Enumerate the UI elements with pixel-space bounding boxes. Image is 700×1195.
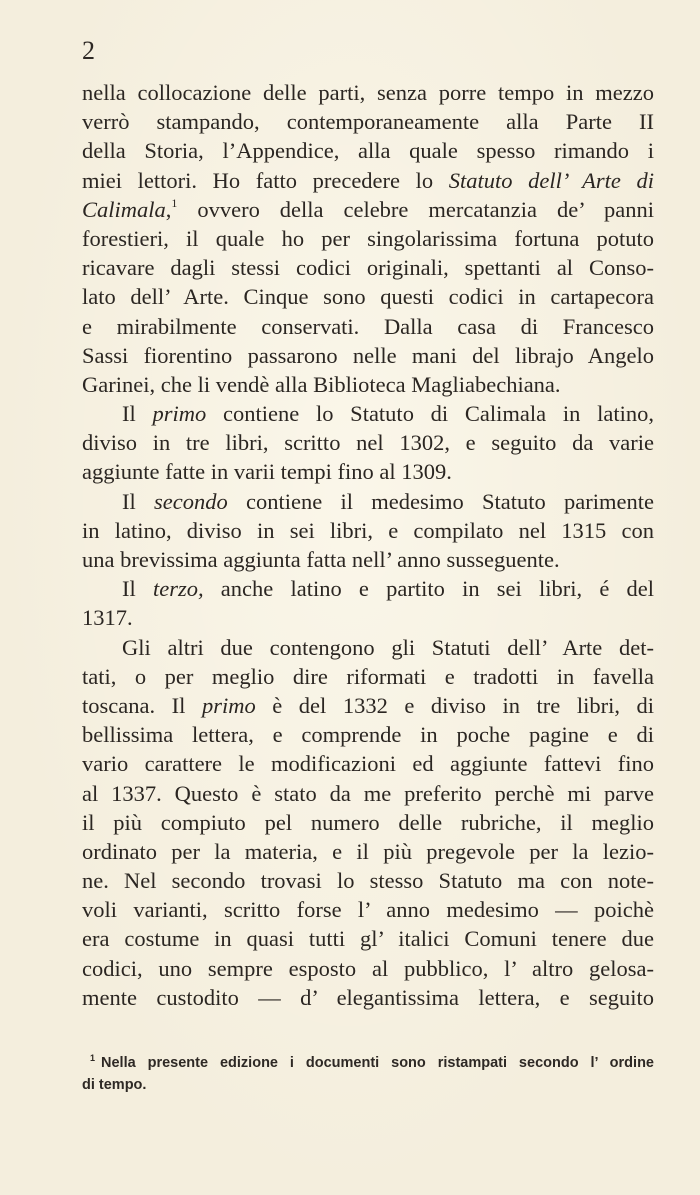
paragraph-3 xyxy=(82,487,654,575)
text-line: ne. Nel secondo trovasi lo stesso Statuto ma con note- xyxy=(82,868,654,894)
text-line: in latino, diviso in sei libri, e compilato nel 1315 con xyxy=(82,517,654,543)
italic-word: terzo, xyxy=(152,576,204,602)
text-line xyxy=(82,574,654,603)
text-run: contiene lo Statuto di Calimala in latino, xyxy=(206,401,654,427)
footnote-reference: 1 xyxy=(171,195,178,210)
text-line: bellissima lettera, e comprende in poche pagine e di xyxy=(82,722,654,748)
text-line: era costume in quasi tutti gl’ italici Comuni tenere due xyxy=(82,926,654,952)
text-line: voli varianti, scritto forse l’ anno medesimo — poichè xyxy=(82,897,654,923)
text-line: diviso in tre libri, scritto nel 1302, e seguito da varie xyxy=(82,430,654,456)
text-line: ricavare dagli stessi codici originali, spettanti al Conso- xyxy=(82,255,654,281)
text-run: anche latino e partito in sei libri, é del xyxy=(203,576,655,602)
italic-word: secondo xyxy=(154,488,228,514)
text-line: una brevissima aggiunta fatta nell’ anno susseguente. xyxy=(82,547,560,572)
text-line: e mirabilmente conservati. Dalla casa di Francesco xyxy=(82,313,654,339)
text-line: ordinato per la materia, e il più pregevole per la lezio- xyxy=(82,838,654,864)
text-line: forestieri, il quale ho per singolarissima fortuna potuto xyxy=(82,225,654,251)
text-line: lato dell’ Arte. Cinque sono questi codici in cartapecora xyxy=(82,284,654,310)
text-run: miei lettori. Ho fatto precedere lo xyxy=(82,167,449,193)
paragraph-2 xyxy=(82,399,654,487)
italic-word: primo xyxy=(152,401,207,427)
text-line xyxy=(82,166,654,195)
text-line xyxy=(82,691,654,720)
text-run: Il xyxy=(122,401,153,427)
italic-word: primo xyxy=(201,692,256,718)
text-line: codici, uno sempre esposto al pubblico, l’ altro gelosa- xyxy=(82,955,654,981)
text-run: è del 1332 e diviso in tre libri, di xyxy=(255,692,655,718)
paragraph-1 xyxy=(82,78,654,399)
footnote-text: Nella presente edizione i documenti sono ristampati secondo l’ ordine xyxy=(101,1055,654,1071)
text-line: 1317. xyxy=(82,605,133,631)
paragraph-5 xyxy=(82,633,654,1012)
text-line: aggiunte fatte in varii tempi fino al 1309. xyxy=(82,459,452,485)
page-number: 2 xyxy=(82,36,95,65)
text-run: contiene il medesimo Statuto parimente xyxy=(227,488,654,514)
text-line: tati, o per meglio dire riformati e tradotti in favella xyxy=(82,663,654,689)
footnote-line: di tempo. xyxy=(82,1077,147,1093)
footnote-line xyxy=(82,1052,654,1074)
text-line: al 1337. Questo è stato da me preferito perchè mi parve xyxy=(82,780,654,806)
text-line xyxy=(82,487,654,516)
text-line: Sassi fiorentino passarono nelle mani del librajo Angelo xyxy=(82,342,654,368)
text-run: ovvero della celebre mercatanzia de’ panni xyxy=(177,196,654,222)
text-line: verrò stampando, contemporaneamente alla Parte II xyxy=(82,109,654,135)
text-line: il più compiuto pel numero delle rubriche, il meglio xyxy=(82,809,654,835)
text-line: della Storia, l’Appendice, alla quale spesso rimando i xyxy=(82,138,654,164)
text-run: Il xyxy=(122,488,155,514)
footnote-mark: 1 xyxy=(90,1053,96,1063)
text-line: nella collocazione delle parti, senza porre tempo in mezzo xyxy=(82,80,654,105)
text-run: , xyxy=(165,196,172,222)
paragraph-4 xyxy=(82,574,654,632)
text-line: mente custodito — d’ elegantissima lettera, e seguito xyxy=(82,984,654,1010)
text-run: Il xyxy=(122,576,153,602)
text-line: Garinei, che li vendè alla Biblioteca Magliabechiana. xyxy=(82,371,561,397)
text-line: Gli altri due contengono gli Statuti dell’ Arte det- xyxy=(122,634,654,660)
text-run: toscana. Il xyxy=(82,692,202,718)
main-text xyxy=(82,78,654,1012)
text-line xyxy=(82,399,654,428)
statute-title-italic: Statuto dell’ Arte di xyxy=(448,167,654,193)
text-line xyxy=(82,195,654,224)
text-line: vario carattere le modificazioni ed aggiunte fattevi fino xyxy=(82,751,654,777)
statute-title-italic: Calimala xyxy=(82,196,166,222)
footnote xyxy=(82,1052,654,1096)
